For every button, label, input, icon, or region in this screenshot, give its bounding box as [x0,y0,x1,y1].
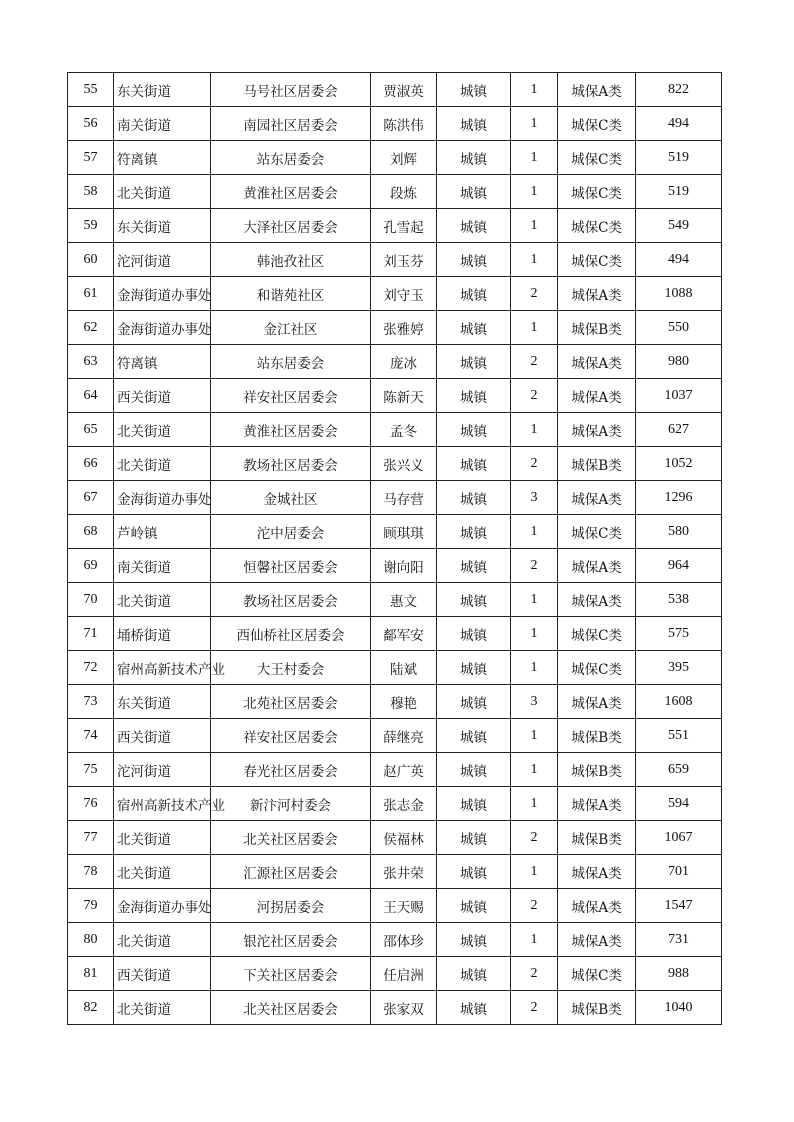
household-size-cell: 1 [511,753,558,787]
community-cell: 下关社区居委会 [211,957,371,991]
category-cell: 城保A类 [558,787,636,821]
community-cell: 恒馨社区居委会 [211,549,371,583]
table-row [68,73,722,107]
community-cell: 春光社区居委会 [211,753,371,787]
name-cell: 马存营 [371,481,437,515]
row-number-cell: 61 [68,277,114,311]
table-row [68,991,722,1025]
category-cell: 城保C类 [558,243,636,277]
household-size-cell: 2 [511,549,558,583]
area-type-cell: 城镇 [437,107,511,141]
table-row [68,209,722,243]
community-cell: 大泽社区居委会 [211,209,371,243]
amount-cell: 980 [636,345,722,379]
row-number-cell: 82 [68,991,114,1025]
table-row [68,651,722,685]
street-cell: 符离镇 [114,141,211,175]
household-size-cell: 1 [511,107,558,141]
household-size-cell: 2 [511,821,558,855]
street-cell: 南关街道 [114,107,211,141]
table-row [68,413,722,447]
amount-cell: 551 [636,719,722,753]
row-number-cell: 69 [68,549,114,583]
community-cell: 银沱社区居委会 [211,923,371,957]
amount-cell: 659 [636,753,722,787]
table-row [68,243,722,277]
street-cell: 芦岭镇 [114,515,211,549]
amount-cell: 580 [636,515,722,549]
area-type-cell: 城镇 [437,345,511,379]
community-cell: 汇源社区居委会 [211,855,371,889]
name-cell: 刘玉芬 [371,243,437,277]
row-number-cell: 64 [68,379,114,413]
amount-cell: 494 [636,107,722,141]
household-size-cell: 1 [511,413,558,447]
area-type-cell: 城镇 [437,175,511,209]
category-cell: 城保C类 [558,651,636,685]
category-cell: 城保A类 [558,345,636,379]
street-cell: 西关街道 [114,957,211,991]
amount-cell: 395 [636,651,722,685]
name-cell: 邵体珍 [371,923,437,957]
amount-cell: 627 [636,413,722,447]
household-size-cell: 1 [511,651,558,685]
street-cell: 北关街道 [114,447,211,481]
amount-cell: 519 [636,141,722,175]
amount-cell: 1547 [636,889,722,923]
amount-cell: 822 [636,73,722,107]
street-cell: 符离镇 [114,345,211,379]
category-cell: 城保B类 [558,753,636,787]
category-cell: 城保A类 [558,549,636,583]
community-cell: 教场社区居委会 [211,583,371,617]
category-cell: 城保C类 [558,141,636,175]
name-cell: 贾淑英 [371,73,437,107]
row-number-cell: 66 [68,447,114,481]
street-cell: 西关街道 [114,379,211,413]
street-cell: 北关街道 [114,583,211,617]
area-type-cell: 城镇 [437,821,511,855]
community-cell: 北关社区居委会 [211,821,371,855]
area-type-cell: 城镇 [437,923,511,957]
category-cell: 城保C类 [558,957,636,991]
street-cell: 西关街道 [114,719,211,753]
category-cell: 城保A类 [558,923,636,957]
category-cell: 城保A类 [558,583,636,617]
name-cell: 段炼 [371,175,437,209]
street-cell: 金海街道办事处 [114,481,211,515]
area-type-cell: 城镇 [437,549,511,583]
amount-cell: 549 [636,209,722,243]
table-row [68,855,722,889]
area-type-cell: 城镇 [437,413,511,447]
community-cell: 沱中居委会 [211,515,371,549]
household-size-cell: 1 [511,175,558,209]
row-number-cell: 57 [68,141,114,175]
table-row [68,481,722,515]
area-type-cell: 城镇 [437,651,511,685]
table-row [68,719,722,753]
table-row [68,107,722,141]
community-cell: 教场社区居委会 [211,447,371,481]
street-cell: 北关街道 [114,413,211,447]
table-row [68,379,722,413]
household-size-cell: 3 [511,481,558,515]
row-number-cell: 72 [68,651,114,685]
name-cell: 谢向阳 [371,549,437,583]
amount-cell: 1296 [636,481,722,515]
table-row [68,957,722,991]
row-number-cell: 60 [68,243,114,277]
community-cell: 金江社区 [211,311,371,345]
category-cell: 城保A类 [558,889,636,923]
household-size-cell: 1 [511,855,558,889]
amount-cell: 575 [636,617,722,651]
name-cell: 张家双 [371,991,437,1025]
street-cell: 金海街道办事处 [114,889,211,923]
street-cell: 东关街道 [114,209,211,243]
community-cell: 祥安社区居委会 [211,379,371,413]
area-type-cell: 城镇 [437,957,511,991]
name-cell: 侯福林 [371,821,437,855]
household-size-cell: 1 [511,243,558,277]
amount-cell: 1040 [636,991,722,1025]
row-number-cell: 73 [68,685,114,719]
name-cell: 刘辉 [371,141,437,175]
amount-cell: 1088 [636,277,722,311]
street-cell: 宿州高新技术产业 [114,787,211,821]
table-row [68,583,722,617]
street-cell: 北关街道 [114,855,211,889]
table-row [68,685,722,719]
row-number-cell: 55 [68,73,114,107]
community-cell: 祥安社区居委会 [211,719,371,753]
area-type-cell: 城镇 [437,617,511,651]
street-cell: 宿州高新技术产业 [114,651,211,685]
household-size-cell: 3 [511,685,558,719]
row-number-cell: 68 [68,515,114,549]
table-body [68,73,722,1025]
household-size-cell: 2 [511,447,558,481]
category-cell: 城保B类 [558,991,636,1025]
category-cell: 城保C类 [558,209,636,243]
table-row [68,923,722,957]
category-cell: 城保B类 [558,311,636,345]
community-cell: 新汴河村委会 [211,787,371,821]
name-cell: 庞冰 [371,345,437,379]
area-type-cell: 城镇 [437,277,511,311]
household-size-cell: 1 [511,209,558,243]
table-row [68,787,722,821]
name-cell: 鄐军安 [371,617,437,651]
row-number-cell: 79 [68,889,114,923]
community-cell: 金城社区 [211,481,371,515]
name-cell: 任启洲 [371,957,437,991]
name-cell: 张雅婷 [371,311,437,345]
community-cell: 韩池孜社区 [211,243,371,277]
street-cell: 东关街道 [114,685,211,719]
household-size-cell: 1 [511,73,558,107]
community-cell: 站东居委会 [211,345,371,379]
name-cell: 孔雪起 [371,209,437,243]
household-size-cell: 1 [511,617,558,651]
table-row [68,345,722,379]
row-number-cell: 71 [68,617,114,651]
beneficiary-table [67,72,722,1025]
community-cell: 黄淮社区居委会 [211,413,371,447]
household-size-cell: 2 [511,991,558,1025]
street-cell: 金海街道办事处 [114,311,211,345]
category-cell: 城保A类 [558,685,636,719]
table-row [68,515,722,549]
name-cell: 陈新天 [371,379,437,413]
household-size-cell: 1 [511,141,558,175]
community-cell: 和谐苑社区 [211,277,371,311]
amount-cell: 519 [636,175,722,209]
community-cell: 北苑社区居委会 [211,685,371,719]
name-cell: 薛继亮 [371,719,437,753]
row-number-cell: 78 [68,855,114,889]
row-number-cell: 65 [68,413,114,447]
category-cell: 城保C类 [558,175,636,209]
row-number-cell: 70 [68,583,114,617]
community-cell: 南园社区居委会 [211,107,371,141]
amount-cell: 1037 [636,379,722,413]
area-type-cell: 城镇 [437,73,511,107]
name-cell: 刘守玉 [371,277,437,311]
amount-cell: 1608 [636,685,722,719]
row-number-cell: 58 [68,175,114,209]
row-number-cell: 59 [68,209,114,243]
category-cell: 城保B类 [558,821,636,855]
area-type-cell: 城镇 [437,719,511,753]
street-cell: 北关街道 [114,923,211,957]
street-cell: 北关街道 [114,821,211,855]
category-cell: 城保A类 [558,413,636,447]
name-cell: 孟冬 [371,413,437,447]
area-type-cell: 城镇 [437,141,511,175]
street-cell: 金海街道办事处 [114,277,211,311]
table-row [68,821,722,855]
table-row [68,617,722,651]
table-row [68,175,722,209]
table-row [68,889,722,923]
name-cell: 惠文 [371,583,437,617]
community-cell: 马号社区居委会 [211,73,371,107]
area-type-cell: 城镇 [437,583,511,617]
community-cell: 北关社区居委会 [211,991,371,1025]
community-cell: 站东居委会 [211,141,371,175]
amount-cell: 1067 [636,821,722,855]
amount-cell: 550 [636,311,722,345]
name-cell: 张兴义 [371,447,437,481]
category-cell: 城保B类 [558,719,636,753]
amount-cell: 1052 [636,447,722,481]
category-cell: 城保A类 [558,379,636,413]
street-cell: 南关街道 [114,549,211,583]
area-type-cell: 城镇 [437,311,511,345]
row-number-cell: 62 [68,311,114,345]
household-size-cell: 1 [511,583,558,617]
area-type-cell: 城镇 [437,243,511,277]
name-cell: 张井荣 [371,855,437,889]
category-cell: 城保B类 [558,447,636,481]
community-cell: 黄淮社区居委会 [211,175,371,209]
area-type-cell: 城镇 [437,889,511,923]
amount-cell: 594 [636,787,722,821]
street-cell: 沱河街道 [114,243,211,277]
amount-cell: 988 [636,957,722,991]
area-type-cell: 城镇 [437,991,511,1025]
category-cell: 城保C类 [558,107,636,141]
street-cell: 北关街道 [114,175,211,209]
category-cell: 城保A类 [558,277,636,311]
category-cell: 城保A类 [558,73,636,107]
name-cell: 穆艳 [371,685,437,719]
household-size-cell: 1 [511,923,558,957]
amount-cell: 538 [636,583,722,617]
area-type-cell: 城镇 [437,379,511,413]
row-number-cell: 67 [68,481,114,515]
row-number-cell: 76 [68,787,114,821]
amount-cell: 701 [636,855,722,889]
row-number-cell: 74 [68,719,114,753]
area-type-cell: 城镇 [437,685,511,719]
community-cell: 西仙桥社区居委会 [211,617,371,651]
household-size-cell: 2 [511,889,558,923]
name-cell: 陆斌 [371,651,437,685]
household-size-cell: 2 [511,957,558,991]
household-size-cell: 1 [511,719,558,753]
category-cell: 城保C类 [558,515,636,549]
category-cell: 城保A类 [558,855,636,889]
street-cell: 沱河街道 [114,753,211,787]
area-type-cell: 城镇 [437,481,511,515]
name-cell: 王天赐 [371,889,437,923]
amount-cell: 494 [636,243,722,277]
name-cell: 顾琪琪 [371,515,437,549]
row-number-cell: 77 [68,821,114,855]
amount-cell: 964 [636,549,722,583]
row-number-cell: 63 [68,345,114,379]
area-type-cell: 城镇 [437,209,511,243]
area-type-cell: 城镇 [437,787,511,821]
name-cell: 张志金 [371,787,437,821]
community-cell: 大王村委会 [211,651,371,685]
amount-cell: 731 [636,923,722,957]
area-type-cell: 城镇 [437,753,511,787]
row-number-cell: 56 [68,107,114,141]
category-cell: 城保C类 [558,617,636,651]
household-size-cell: 1 [511,515,558,549]
street-cell: 北关街道 [114,991,211,1025]
table-row [68,549,722,583]
area-type-cell: 城镇 [437,447,511,481]
row-number-cell: 75 [68,753,114,787]
household-size-cell: 1 [511,311,558,345]
area-type-cell: 城镇 [437,515,511,549]
table-row [68,277,722,311]
street-cell: 东关街道 [114,73,211,107]
name-cell: 赵广英 [371,753,437,787]
community-cell: 河拐居委会 [211,889,371,923]
household-size-cell: 2 [511,379,558,413]
row-number-cell: 80 [68,923,114,957]
table-row [68,753,722,787]
household-size-cell: 1 [511,787,558,821]
row-number-cell: 81 [68,957,114,991]
category-cell: 城保A类 [558,481,636,515]
area-type-cell: 城镇 [437,855,511,889]
table-row [68,447,722,481]
name-cell: 陈洪伟 [371,107,437,141]
street-cell: 埇桥街道 [114,617,211,651]
household-size-cell: 2 [511,345,558,379]
table-row [68,141,722,175]
table-row [68,311,722,345]
household-size-cell: 2 [511,277,558,311]
